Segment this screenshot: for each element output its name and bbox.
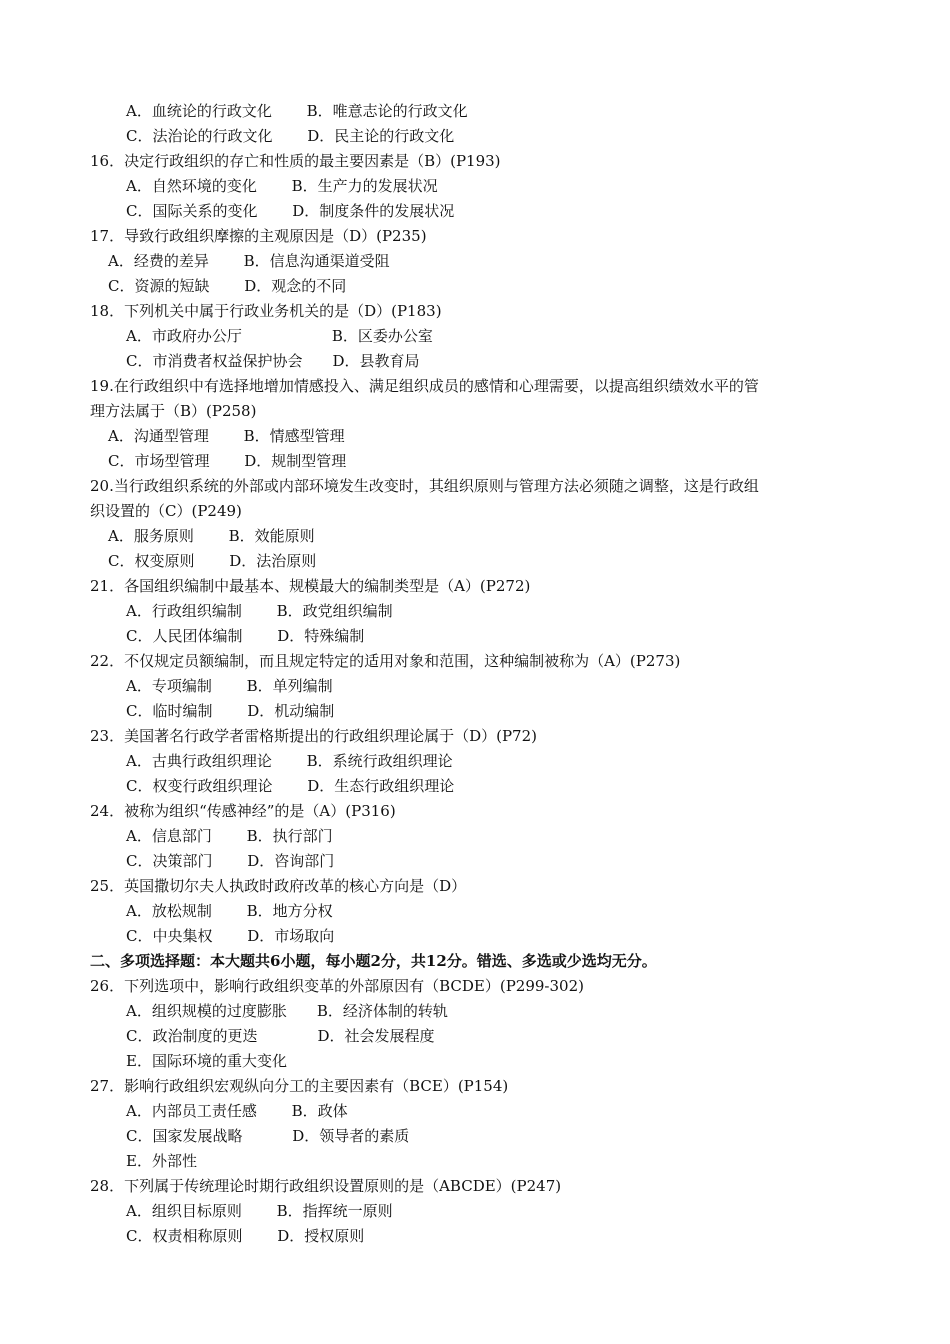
option-line-17ab: A．经费的差异 B．信息沟通渠道受阻: [108, 252, 390, 270]
option-line-15ab: A．血统论的行政文化 B．唯意志论的行政文化: [126, 102, 468, 120]
question-26: 26．下列选项中，影响行政组织变革的外部原因有（BCDE）(P299-302): [90, 977, 584, 995]
question-25: 25．英国撒切尔夫人执政时政府改革的核心方向是（D）: [90, 877, 467, 895]
option-line-23ab: A．古典行政组织理论 B．系统行政组织理论: [126, 752, 453, 770]
option-line-15cd: C．法治论的行政文化 D．民主论的行政文化: [126, 127, 455, 145]
option-line-16ab: A．自然环境的变化 B．生产力的发展状况: [126, 177, 438, 195]
question-19-cont: 理方法属于（B）(P258): [90, 402, 257, 420]
option-line-25ab: A．放松规制 B．地方分权: [126, 902, 333, 920]
option-line-22cd: C．临时编制 D．机动编制: [126, 702, 335, 720]
option-line-23cd: C．权变行政组织理论 D．生态行政组织理论: [126, 777, 455, 795]
option-line-27ab: A．内部员工责任感 B．政体: [126, 1102, 348, 1120]
option-line-24cd: C．决策部门 D．咨询部门: [126, 852, 335, 870]
question-20-cont: 织设置的（C）(P249): [90, 502, 242, 520]
option-line-19ab: A．沟通型管理 B．情感型管理: [108, 427, 345, 445]
question-19: 19.在行政组织中有选择地增加情感投入、满足组织成员的感情和心理需要，以提高组织绩效水平的管: [90, 377, 759, 395]
option-line-27cd: C．国家发展战略 D．领导者的素质: [126, 1127, 410, 1145]
option-line-20cd: C．权变原则 D．法治原则: [108, 552, 317, 570]
option-line-26cd: C．政治制度的更迭 D．社会发展程度: [126, 1027, 435, 1045]
option-line-21cd: C．人民团体编制 D．特殊编制: [126, 627, 365, 645]
option-line-26e: E．国际环境的重大变化: [126, 1052, 287, 1070]
option-line-27e: E．外部性: [126, 1152, 197, 1170]
option-line-28cd: C．权责相称原则 D．授权原则: [126, 1227, 365, 1245]
question-21: 21．各国组织编制中最基本、规模最大的编制类型是（A）(P272): [90, 577, 531, 595]
question-28: 28．下列属于传统理论时期行政组织设置原则的是（ABCDE）(P247): [90, 1177, 562, 1195]
question-16: 16．决定行政组织的存亡和性质的最主要因素是（B）(P193): [90, 152, 501, 170]
option-line-20ab: A．服务原则 B．效能原则: [108, 527, 315, 545]
question-23: 23．美国著名行政学者雷格斯提出的行政组织理论属于（D）(P72): [90, 727, 537, 745]
option-line-16cd: C．国际关系的变化 D．制度条件的发展状况: [126, 202, 455, 220]
option-line-24ab: A．信息部门 B．执行部门: [126, 827, 333, 845]
question-18: 18．下列机关中属于行政业务机关的是（D）(P183): [90, 302, 442, 320]
option-line-28ab: A．组织目标原则 B．指挥统一原则: [126, 1202, 393, 1220]
section-heading-multiple-choice: 二、多项选择题：本大题共6小题，每小题2分，共12分。错选、多选或少选均无分。: [90, 952, 657, 970]
option-line-18ab: A．市政府办公厅 B．区委办公室: [126, 327, 433, 345]
option-line-25cd: C．中央集权 D．市场取向: [126, 927, 335, 945]
option-line-19cd: C．市场型管理 D．规制型管理: [108, 452, 347, 470]
question-24: 24．被称为组织“传感神经”的是（A）(P316): [90, 802, 396, 820]
option-line-18cd: C．市消费者权益保护协会 D．县教育局: [126, 352, 420, 370]
option-line-22ab: A．专项编制 B．单列编制: [126, 677, 333, 695]
option-line-17cd: C．资源的短缺 D．观念的不同: [108, 277, 347, 295]
question-17: 17．导致行政组织摩擦的主观原因是（D）(P235): [90, 227, 427, 245]
question-20: 20.当行政组织系统的外部或内部环境发生改变时，其组织原则与管理方法必须随之调整，这是行政组: [90, 477, 759, 495]
option-line-26ab: A．组织规模的过度膨胀 B．经济体制的转轨: [126, 1002, 448, 1020]
option-line-21ab: A．行政组织编制 B．政党组织编制: [126, 602, 393, 620]
question-27: 27．影响行政组织宏观纵向分工的主要因素有（BCE）(P154): [90, 1077, 509, 1095]
question-22: 22．不仅规定员额编制，而且规定特定的适用对象和范围，这种编制被称为（A）(P273): [90, 652, 681, 670]
